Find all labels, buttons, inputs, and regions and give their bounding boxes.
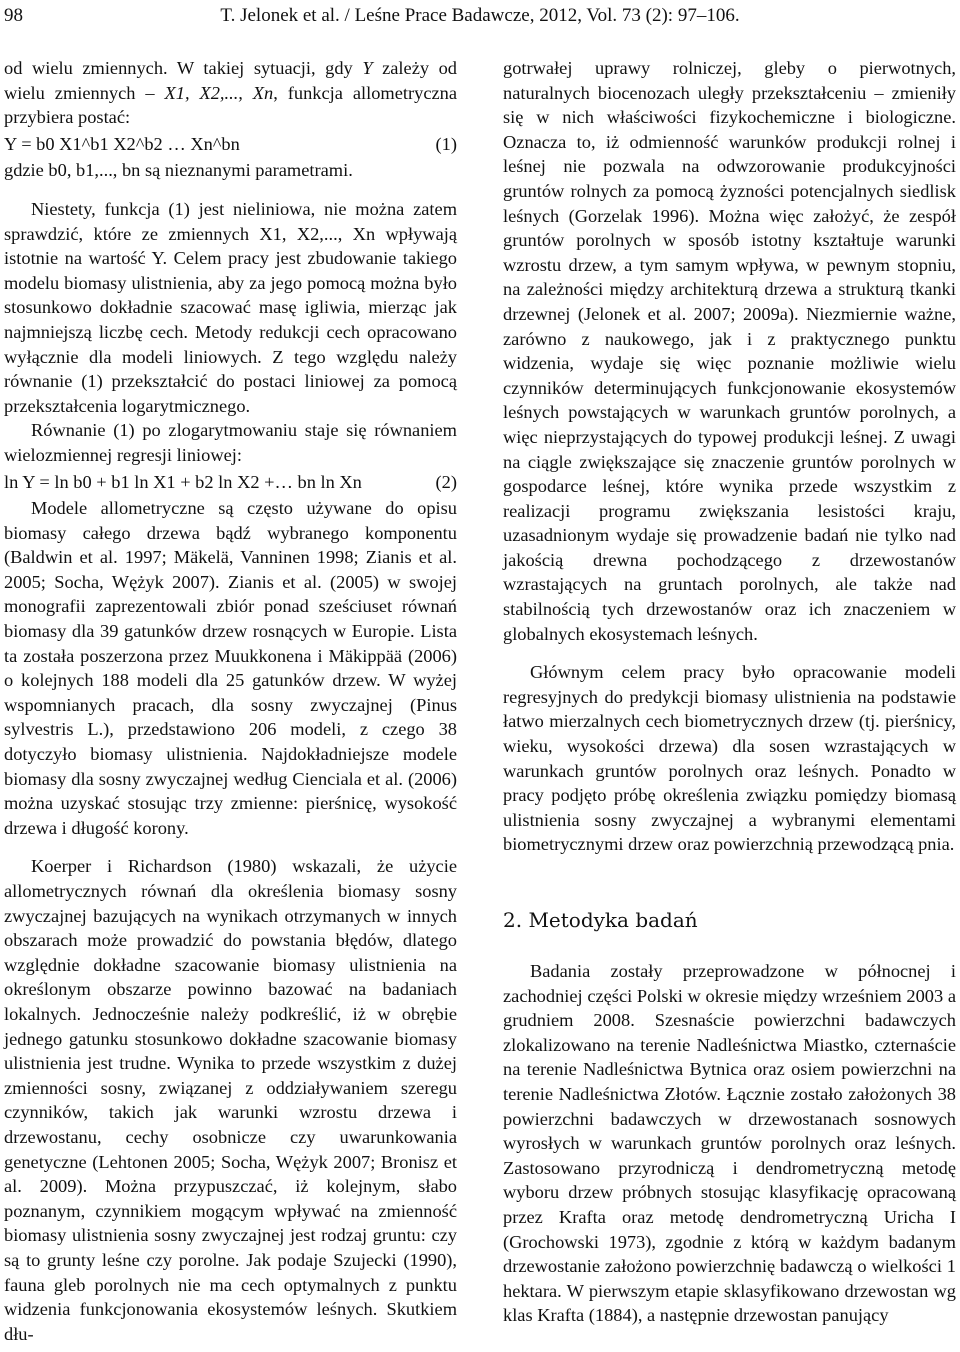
- paragraph-continuation: gotrwałej uprawy rolniczej, gleby o pierwotnych, naturalnych biocenozach uległy przekształceniu – zmieniły się w nich właściwości fizykochemiczne i biologiczne. Oznacza to, iż odmienność warunków produkcji rolnej i leśnej nie pozwala na odwzorowanie produkcyjności gruntów rolnych za pomocą żyzności potencjalnych siedlisk leśnych (Gorzelak 1996). Można więc założyć, że zespół gruntów porolnych w sposób istotny kształtuje warunki wzrostu drzew, a tym samym wpływa, w pewnym stopniu, na zależności między architekturą drzewa a strukturą tkanki drzewnej (Jelonek et al. 2007; 2009a). Niezmiernie ważne, zarówno z naukowego, jak i z praktycznego punktu widzenia, wydaje się więc poznanie możliwie wielu czynników determinujących funkcjonowanie ekosystemów leśnych powstających w warunkach gruntów porolnych, a więc nieprzystających do typowej produkcji leśnej. Z uwagi na ciągle zwiększające się znaczenie gruntów porolnych w gospodarce leśnej, które wynika przede wszystkim z realizacji programu zwiększania lesistości kraju, uzasadnionym wydaje się prowadzenie badań nie tylko nad jakością drewna pochodzącego z drzewostanów wzrastających na gruntach porolnych, ale także nad stabilnością tych drzewostanów oraz ich znaczeniem w globalnych ekosystemach leśnych.: [503, 58, 956, 644]
- equation-2-body: ln Y = ln b0 + b1 ln X1 + b2 ln X2 +… bn ln Xn: [4, 471, 362, 492]
- paragraph-intro: od wielu zmiennych. W takiej sytuacji, gdy Y zależy od wielu zmiennych – X1, X2,..., Xn, funkcja allometryczna przybiera postać:: [4, 58, 457, 128]
- paragraph-log-transform: Równanie (1) po zlogarytmowaniu staje się równaniem wielozmiennej regresji liniowej:: [4, 420, 457, 465]
- paragraph-aim: Głównym celem pracy było opracowanie modeli regresyjnych do predykcji biomasy ulistnienia na podstawie łatwo mierzalnych cech biometrycznych drzew (tj. pierśnicy, wieku, wysokości drzewa) dla sosen wzrastających w warunkach gruntów porolnych oraz leśnych. Ponadto w pracy podjęto próbę określenia związku pomiędzy biomasą ulistnienia sosny zwyczajnej a wybranymi elementami biometrycznymi drzew oraz powierzchnią przewodzącą pnia.: [503, 662, 956, 855]
- equation-1-number: (1): [435, 133, 457, 154]
- paragraph-methods: Badania zostały przeprowadzone w północnej i zachodniej części Polski w okresie między wrześniem 2003 a grudniem 2008. Szesnaście powierzchni badawczych zlokalizowano na terenie Nadleśnictwa Miastko, czternaście na terenie Nadleśnictwa Bytnica oraz osiem powierzchni na terenie Nadleśnictwa Złotów. Łącznie zostało założonych 38 powierzchni badawczych w drzewostanach sosnowych wyrosłych w warunkach gruntów porolnych oraz leśnych. Zastosowano przyrodniczą i dendrometryczną metodę wyboru drzew próbnych stosując klasyfikację opracowaną przez Krafta oraz metodę dendrometryczną Uricha I (Grochowski 1973), zgodnie z którą w każdym badanym drzewostanie założono powierzchnię badawczą o wielkości 1 hektara. W pierwszym etapie sklasyfikowano drzewostan wg klas Krafta (1884), a następnie drzewostan panujący: [503, 961, 956, 1326]
- paragraph-allometric-models: Modele allometryczne są często używane do opisu biomasy całego drzewa bądź wybranego komponentu (Baldwin et al. 1997; Mäkelä, Vanninen 1998; Zianis et al. 2005; Socha, Wężyk 2007). Zianis et al. (2005) w swojej monografii zaprezentowali zbiór ponad sześciuset równań biomasy dla 39 gatunków drzew rosnących w Europie. Lista ta została poszerzona przez Muukkonena i Mäkippää (2006) o kolejnych 188 modeli dla 25 gatunków drzew. W wyżej wspomnianych pracach, dla sosny zwyczajnej (Pinus sylvestris L.), przedstawiono 206 modeli, z czego 38 dotyczyło biomasy ulistnienia. Najdokładniejsze modele biomasy dla sosny zwyczajnej według Cienciala et al. (2006) można uzyskać stosując trzy zmienne: pierśnicę, wysokość drzewa i długość korony.: [4, 498, 457, 838]
- running-title: T. Jelonek et al. / Leśne Prace Badawcze, 2012, Vol. 73 (2): 97–106.: [220, 5, 740, 26]
- left-column: [4, 56, 457, 1346]
- page-number: 98: [4, 5, 23, 26]
- right-column: [503, 56, 956, 1328]
- equation-2: [4, 470, 457, 495]
- paragraph-nonlinear: Niestety, funkcja (1) jest nieliniowa, nie można zatem sprawdzić, które ze zmiennych X1, X2,..., Xn wpływają istotnie na wartość Y. Celem pracy jest zbudowanie takiego modelu biomasy ulistnienia, aby za jego pomocą można było stosunkowo dokładnie szacować masę igliwia, mierząc jak najmniejszą liczbę cech. Metody redukcji cech opracowano wyłącznie dla modeli liniowych. Z tego względu należy równanie (1) przekształcić do postaci liniowej za pomocą przekształcenia logarytmicznego.: [4, 198, 457, 416]
- paragraph-koerper: Koerper i Richardson (1980) wskazali, że użycie allometrycznych równań dla określenia biomasy sosny zwyczajnej bazujących na wynikach otrzymanych w innych obszarach może prowadzić do powstania błędów, dlatego względnie dokładne szacowanie biomasy ulistnienia na określonym obszarze powinno bazować na badaniach lokalnych. Jednocześnie należy podkreślić, iż w obrębie jednego gatunku stosunkowo dokładne szacowanie biomasy ulistnienia jest trudne. Wynika to przede wszystkim z dużej zmienności sosny, związanej z oddziaływaniem szeregu czynników, takich jak warunki wzrostu drzewa i drzewostanu, cechy osobnicze czy uwarunkowania genetyczne (Lehtonen 2005; Socha, Wężyk 2007; Bronisz et al. 2009). Można przypuszczać, iż kolejnym, słabo poznanym, czynnikiem mogącym wpływać na zmienność biomasy ulistnienia sosny zwyczajnej jest rodzaj gruntu: czy są to grunty leśne czy porolne. Jak podaje Szujecki (1990), fauna gleb porolnych nie ma cech optymalnych z punktu widzenia funkcjonowania ekosystemów leśnych. Skutkiem dłu-: [4, 856, 457, 1344]
- section-heading-methods: 2. Metodyka badań: [503, 908, 698, 932]
- equation-2-number: (2): [435, 471, 457, 492]
- equation-1: [4, 132, 457, 157]
- equation-1-body: Y = b0 X1^b1 X2^b2 … Xn^bn: [4, 133, 240, 154]
- paragraph-parameters: gdzie b0, b1,..., bn są nieznanymi parametrami.: [4, 160, 353, 181]
- page-header: [0, 0, 960, 40]
